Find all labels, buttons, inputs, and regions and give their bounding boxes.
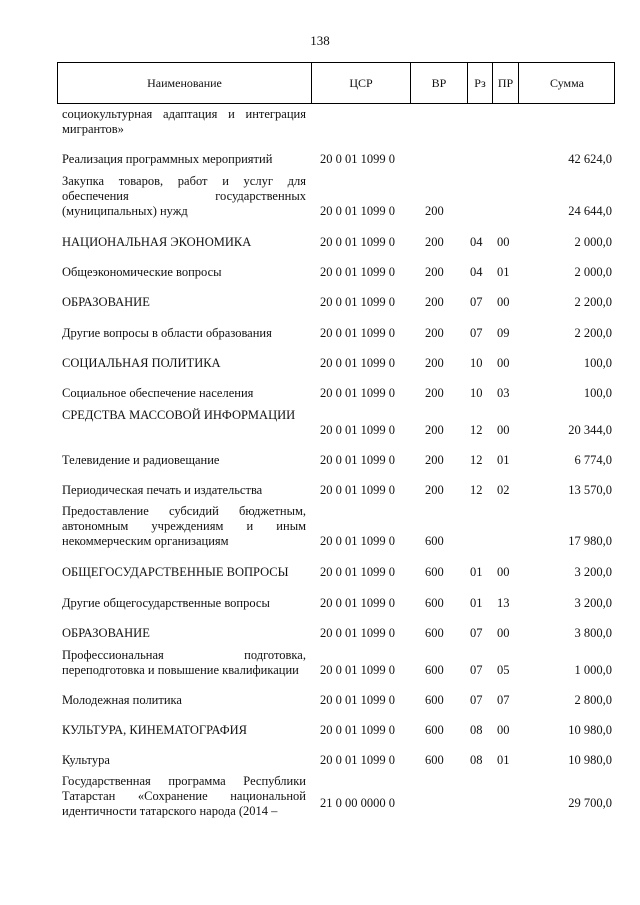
row-pr: 02 xyxy=(497,483,510,497)
row-csr: 20 0 01 1099 0 xyxy=(320,626,395,640)
row-vr: 200 xyxy=(425,235,444,249)
row-rz: 08 xyxy=(470,723,483,737)
row-name: Телевидение и радиовещание xyxy=(62,453,220,467)
row-sum: 3 200,0 xyxy=(574,565,612,579)
row-pr: 07 xyxy=(497,693,510,707)
row-vr: 200 xyxy=(425,453,444,467)
row-vr: 200 xyxy=(425,386,444,400)
row-rz: 01 xyxy=(470,565,483,579)
row-csr: 20 0 01 1099 0 xyxy=(320,693,395,707)
row-sum: 3 200,0 xyxy=(574,596,612,610)
row-name: Закупка товаров, работ и услуг для обеспечения государственных (муниципальных) нужд xyxy=(62,174,306,218)
row-sum: 100,0 xyxy=(583,356,612,370)
row-name: социокультурная адаптация и интеграция мигрантов» xyxy=(62,107,306,136)
row-name: Молодежная политика xyxy=(62,693,182,707)
row-rz: 07 xyxy=(470,295,483,309)
row-vr: 200 xyxy=(425,423,444,437)
row-name: ОБЩЕГОСУДАРСТВЕННЫЕ ВОПРОСЫ xyxy=(62,565,289,579)
row-sum: 2 200,0 xyxy=(574,295,612,309)
row-csr: 20 0 01 1099 0 xyxy=(320,534,395,548)
row-csr: 21 0 00 0000 0 xyxy=(320,796,395,810)
row-csr: 20 0 01 1099 0 xyxy=(320,386,395,400)
row-pr: 05 xyxy=(497,663,510,677)
row-csr: 20 0 01 1099 0 xyxy=(320,265,395,279)
row-sum: 2 800,0 xyxy=(574,693,612,707)
row-rz: 07 xyxy=(470,626,483,640)
row-rz: 01 xyxy=(470,596,483,610)
row-csr: 20 0 01 1099 0 xyxy=(320,204,395,218)
row-csr: 20 0 01 1099 0 xyxy=(320,356,395,370)
row-pr: 00 xyxy=(497,356,510,370)
row-sum: 10 980,0 xyxy=(568,723,612,737)
row-name: Социальное обеспечение населения xyxy=(62,386,254,400)
header-csr: ЦСР xyxy=(312,63,411,103)
row-name: СОЦИАЛЬНАЯ ПОЛИТИКА xyxy=(62,356,221,370)
row-name: Другие вопросы в области образования xyxy=(62,326,272,340)
row-name: СРЕДСТВА МАССОВОЙ ИНФОРМАЦИИ xyxy=(62,408,296,422)
row-vr: 600 xyxy=(425,753,444,767)
row-csr: 20 0 01 1099 0 xyxy=(320,423,395,437)
row-name: Профессиональная подготовка, переподготовка и повышение квалификации xyxy=(62,648,306,677)
row-csr: 20 0 01 1099 0 xyxy=(320,565,395,579)
row-name: ОБРАЗОВАНИЕ xyxy=(62,626,150,640)
row-rz: 04 xyxy=(470,265,483,279)
row-pr: 00 xyxy=(497,626,510,640)
row-sum: 3 800,0 xyxy=(574,626,612,640)
row-rz: 10 xyxy=(470,386,483,400)
row-pr: 01 xyxy=(497,265,510,279)
row-pr: 00 xyxy=(497,423,510,437)
row-csr: 20 0 01 1099 0 xyxy=(320,453,395,467)
row-rz: 12 xyxy=(470,483,483,497)
row-vr: 600 xyxy=(425,596,444,610)
row-sum: 10 980,0 xyxy=(568,753,612,767)
row-pr: 01 xyxy=(497,753,510,767)
row-sum: 13 570,0 xyxy=(568,483,612,497)
row-vr: 600 xyxy=(425,565,444,579)
row-vr: 600 xyxy=(425,534,444,548)
row-csr: 20 0 01 1099 0 xyxy=(320,663,395,677)
row-sum: 20 344,0 xyxy=(568,423,612,437)
row-name: Культура xyxy=(62,753,110,767)
row-csr: 20 0 01 1099 0 xyxy=(320,152,395,166)
header-pr: ПР xyxy=(493,63,519,103)
row-rz: 10 xyxy=(470,356,483,370)
row-csr: 20 0 01 1099 0 xyxy=(320,723,395,737)
row-name: Общеэкономические вопросы xyxy=(62,265,222,279)
row-sum: 2 200,0 xyxy=(574,326,612,340)
row-rz: 12 xyxy=(470,453,483,467)
row-name: Предоставление субсидий бюджетным, автономным учреждениям и иным некоммерческим организациям xyxy=(62,504,306,548)
row-csr: 20 0 01 1099 0 xyxy=(320,596,395,610)
row-vr: 200 xyxy=(425,356,444,370)
row-vr: 200 xyxy=(425,204,444,218)
page-number: 138 xyxy=(310,33,330,48)
row-name: ОБРАЗОВАНИЕ xyxy=(62,295,150,309)
row-csr: 20 0 01 1099 0 xyxy=(320,295,395,309)
row-sum: 1 000,0 xyxy=(574,663,612,677)
row-rz: 07 xyxy=(470,326,483,340)
row-vr: 600 xyxy=(425,626,444,640)
row-sum: 24 644,0 xyxy=(568,204,612,218)
row-sum: 2 000,0 xyxy=(574,265,612,279)
row-sum: 2 000,0 xyxy=(574,235,612,249)
row-vr: 600 xyxy=(425,663,444,677)
row-rz: 07 xyxy=(470,663,483,677)
header-vr: ВР xyxy=(411,63,468,103)
row-pr: 13 xyxy=(497,596,510,610)
header-rz: Рз xyxy=(468,63,493,103)
row-name: НАЦИОНАЛЬНАЯ ЭКОНОМИКА xyxy=(62,235,252,249)
row-sum: 29 700,0 xyxy=(568,796,612,810)
row-vr: 200 xyxy=(425,326,444,340)
row-vr: 600 xyxy=(425,693,444,707)
row-name: Периодическая печать и издательства xyxy=(62,483,263,497)
row-sum: 42 624,0 xyxy=(568,152,612,166)
row-vr: 600 xyxy=(425,723,444,737)
row-pr: 00 xyxy=(497,235,510,249)
row-sum: 100,0 xyxy=(583,386,612,400)
row-pr: 03 xyxy=(497,386,510,400)
row-csr: 20 0 01 1099 0 xyxy=(320,483,395,497)
row-sum: 6 774,0 xyxy=(574,453,612,467)
row-vr: 200 xyxy=(425,265,444,279)
row-name: Другие общегосударственные вопросы xyxy=(62,596,270,610)
header-sum: Сумма xyxy=(550,76,584,90)
row-pr: 09 xyxy=(497,326,510,340)
row-rz: 07 xyxy=(470,693,483,707)
row-rz: 12 xyxy=(470,423,483,437)
row-name: Реализация программных мероприятий xyxy=(62,152,273,166)
row-name: КУЛЬТУРА, КИНЕМАТОГРАФИЯ xyxy=(62,723,247,737)
row-rz: 08 xyxy=(470,753,483,767)
row-pr: 00 xyxy=(497,565,510,579)
row-vr: 200 xyxy=(425,295,444,309)
row-rz: 04 xyxy=(470,235,483,249)
table-header xyxy=(57,62,615,104)
row-pr: 00 xyxy=(497,295,510,309)
row-name: Государственная программа Республики Татарстан «Сохранение национальной идентичности татарского народа (2014 – xyxy=(62,774,306,818)
row-csr: 20 0 01 1099 0 xyxy=(320,326,395,340)
row-vr: 200 xyxy=(425,483,444,497)
header-name: Наименование xyxy=(58,63,312,103)
row-csr: 20 0 01 1099 0 xyxy=(320,235,395,249)
row-pr: 01 xyxy=(497,453,510,467)
row-csr: 20 0 01 1099 0 xyxy=(320,753,395,767)
row-sum: 17 980,0 xyxy=(568,534,612,548)
row-pr: 00 xyxy=(497,723,510,737)
